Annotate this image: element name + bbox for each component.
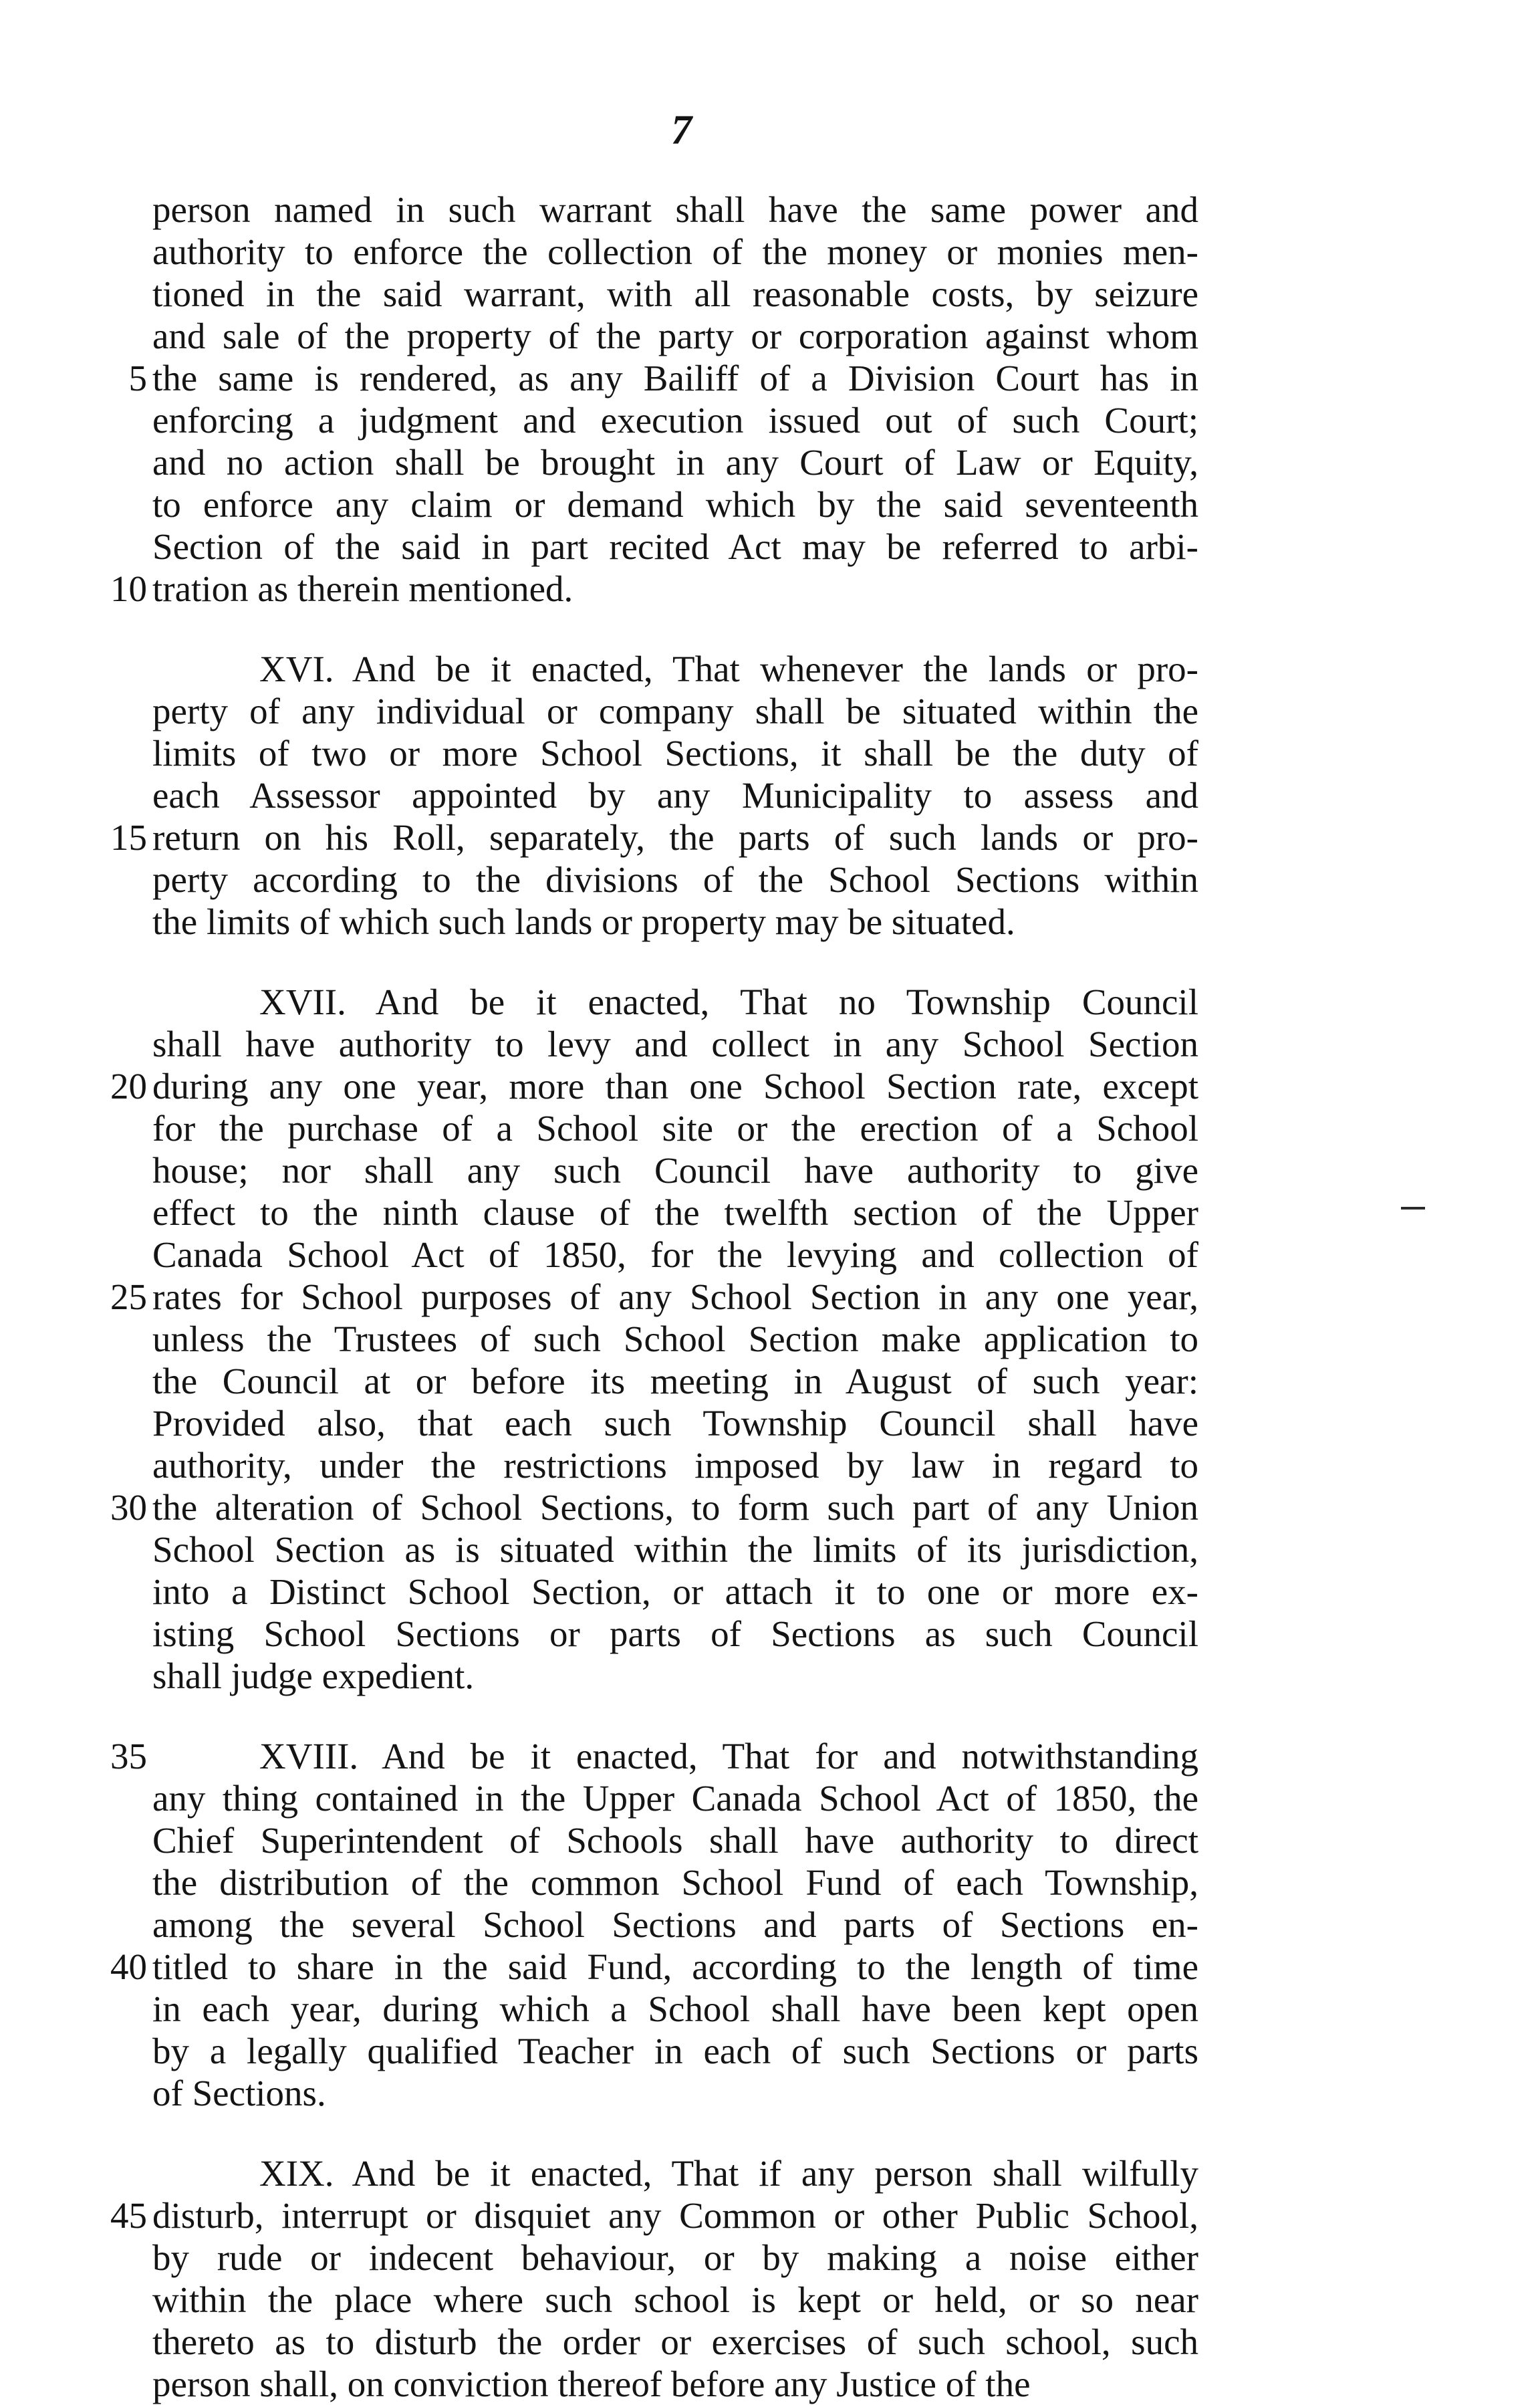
line-text: for the purchase of a School site or the erection of a School bbox=[152, 1108, 1198, 1149]
line-text: unless the Trustees of such School Section make application to bbox=[152, 1319, 1198, 1359]
text-line bbox=[152, 1234, 1198, 1276]
line-text: XIX. And be it enacted, That if any person shall wilfully bbox=[259, 2153, 1198, 2194]
text-line bbox=[152, 1655, 1198, 1697]
text-line bbox=[152, 399, 1198, 441]
line-text: disturb, interrupt or disquiet any Common or other Public School, bbox=[152, 2195, 1198, 2236]
line-text: Canada School Act of 1850, for the levying and collection of bbox=[152, 1234, 1198, 1275]
line-text: the Council at or before its meeting in August of such year: bbox=[152, 1361, 1198, 1401]
text-line bbox=[152, 732, 1198, 774]
line-text: perty of any individual or company shall be situated within the bbox=[152, 691, 1198, 731]
paragraph bbox=[110, 189, 1198, 610]
line-text: shall judge expedient. bbox=[152, 1655, 475, 1696]
text-line bbox=[152, 981, 1198, 1023]
text-line bbox=[152, 690, 1198, 732]
line-text: of Sections. bbox=[152, 2073, 326, 2113]
text-line bbox=[128, 357, 1198, 399]
line-text: perty according to the divisions of the School Sections within bbox=[152, 859, 1198, 900]
line-text: authority, under the restrictions imposed by law in regard to bbox=[152, 1445, 1198, 1486]
line-text: house; nor shall any such Council have authority to give bbox=[152, 1150, 1198, 1191]
text-line bbox=[152, 774, 1198, 816]
text-line bbox=[152, 1777, 1198, 1819]
text-line bbox=[152, 1904, 1198, 1946]
text-line bbox=[152, 1149, 1198, 1191]
line-text: return on his Roll, separately, the parts of such lands or pro- bbox=[152, 817, 1198, 858]
line-number: 40 bbox=[110, 1946, 147, 1987]
line-text: to enforce any claim or demand which by the said seventeenth bbox=[152, 484, 1198, 525]
line-text: during any one year, more than one School Section rate, except bbox=[152, 1066, 1198, 1107]
text-line bbox=[110, 1065, 1198, 1107]
paragraph bbox=[110, 981, 1198, 1697]
text-line bbox=[152, 1360, 1198, 1402]
text-line bbox=[152, 2030, 1198, 2072]
text-line bbox=[152, 1861, 1198, 1904]
line-text: shall have authority to levy and collect in any School Section bbox=[152, 1024, 1198, 1064]
line-number: 35 bbox=[110, 1736, 147, 1777]
line-text: effect to the ninth clause of the twelfth section of the Upper bbox=[152, 1192, 1198, 1233]
text-line bbox=[152, 441, 1198, 483]
line-text: tioned in the said warrant, with all reasonable costs, by seizure bbox=[152, 273, 1198, 314]
text-line bbox=[152, 2363, 1198, 2405]
text-line bbox=[110, 2194, 1198, 2237]
line-number: 30 bbox=[110, 1487, 147, 1528]
text-line bbox=[152, 2152, 1198, 2194]
text-line bbox=[152, 1528, 1198, 1571]
line-text: Section of the said in part recited Act may be referred to arbi- bbox=[152, 526, 1198, 567]
text-line bbox=[152, 231, 1198, 273]
line-text: Provided also, that each such Township Council shall have bbox=[152, 1403, 1198, 1444]
line-text: XVIII. And be it enacted, That for and notwithstanding bbox=[259, 1736, 1198, 1777]
text-line bbox=[110, 1946, 1198, 1988]
text-line bbox=[110, 1276, 1198, 1318]
line-text: and sale of the property of the party or corporation against whom bbox=[152, 316, 1198, 356]
line-text: into a Distinct School Section, or attach it to one or more ex- bbox=[152, 1571, 1198, 1612]
paragraph bbox=[110, 1735, 1198, 2114]
text-line bbox=[152, 648, 1198, 690]
document-body bbox=[110, 189, 1198, 2405]
line-text: thereto as to disturb the order or exercises of such school, such bbox=[152, 2321, 1198, 2362]
text-line bbox=[152, 1571, 1198, 1613]
line-text: any thing contained in the Upper Canada School Act of 1850, the bbox=[152, 1778, 1198, 1819]
line-number: 10 bbox=[110, 568, 147, 609]
line-number: 25 bbox=[110, 1276, 147, 1317]
text-line bbox=[152, 901, 1198, 943]
text-line bbox=[152, 315, 1198, 357]
text-line bbox=[152, 526, 1198, 568]
text-line bbox=[152, 1402, 1198, 1444]
line-text: by a legally qualified Teacher in each of such Sections or parts bbox=[152, 2031, 1198, 2071]
text-line bbox=[110, 816, 1198, 858]
line-text: person named in such warrant shall have the same power and bbox=[152, 189, 1198, 230]
text-line bbox=[152, 273, 1198, 315]
text-line bbox=[152, 1191, 1198, 1234]
line-text: rates for School purposes of any School Section in any one year, bbox=[152, 1276, 1198, 1317]
margin-dash-mark bbox=[1401, 1207, 1425, 1210]
text-line bbox=[152, 2072, 1198, 2114]
line-number: 5 bbox=[128, 358, 147, 398]
text-line bbox=[110, 568, 1198, 610]
line-text: each Assessor appointed by any Municipality to assess and bbox=[152, 775, 1198, 816]
line-number: 15 bbox=[110, 817, 147, 858]
paragraph bbox=[110, 2152, 1198, 2405]
text-line bbox=[152, 1444, 1198, 1486]
line-text: the distribution of the common School Fund of each Township, bbox=[152, 1862, 1198, 1903]
text-line bbox=[152, 2279, 1198, 2321]
line-text: by rude or indecent behaviour, or by making a noise either bbox=[152, 2237, 1198, 2278]
text-line bbox=[110, 1735, 1198, 1777]
text-line bbox=[152, 858, 1198, 901]
paragraph bbox=[110, 648, 1198, 943]
line-text: XVI. And be it enacted, That whenever the lands or pro- bbox=[259, 649, 1198, 689]
line-number: 45 bbox=[110, 2195, 147, 2236]
line-text: School Section as is situated within the limits of its jurisdiction, bbox=[152, 1529, 1198, 1570]
text-line bbox=[152, 1988, 1198, 2030]
text-line bbox=[152, 1819, 1198, 1861]
line-text: the same is rendered, as any Bailiff of a Division Court has in bbox=[152, 358, 1198, 398]
text-line bbox=[152, 2237, 1198, 2279]
line-text: Chief Superintendent of Schools shall have authority to direct bbox=[152, 1820, 1198, 1861]
text-line bbox=[152, 1613, 1198, 1655]
line-text: tration as therein mentioned. bbox=[152, 568, 573, 609]
text-line bbox=[152, 1107, 1198, 1149]
line-number: 20 bbox=[110, 1066, 147, 1107]
line-text: titled to share in the said Fund, according to the length of time bbox=[152, 1946, 1198, 1987]
line-text: in each year, during which a School shall have been kept open bbox=[152, 1988, 1198, 2029]
text-line bbox=[152, 2321, 1198, 2363]
text-line bbox=[152, 1023, 1198, 1065]
text-line bbox=[152, 189, 1198, 231]
line-text: enforcing a judgment and execution issued out of such Court; bbox=[152, 400, 1198, 441]
line-text: within the place where such school is kept or held, or so near bbox=[152, 2279, 1198, 2320]
line-text: isting School Sections or parts of Sections as such Council bbox=[152, 1613, 1198, 1654]
line-text: person shall, on conviction thereof before any Justice of the bbox=[152, 2364, 1031, 2404]
line-text: among the several School Sections and parts of Sections en- bbox=[152, 1904, 1198, 1945]
line-text: XVII. And be it enacted, That no Township Council bbox=[259, 982, 1198, 1022]
line-text: limits of two or more School Sections, it shall be the duty of bbox=[152, 733, 1198, 774]
text-line bbox=[110, 1486, 1198, 1528]
line-text: the limits of which such lands or property may be situated. bbox=[152, 901, 1015, 942]
text-line bbox=[152, 1318, 1198, 1360]
line-text: the alteration of School Sections, to form such part of any Union bbox=[152, 1487, 1198, 1528]
page-number: 7 bbox=[671, 108, 692, 153]
line-text: authority to enforce the collection of the money or monies men- bbox=[152, 231, 1198, 272]
text-line bbox=[152, 483, 1198, 526]
line-text: and no action shall be brought in any Court of Law or Equity, bbox=[152, 442, 1198, 483]
